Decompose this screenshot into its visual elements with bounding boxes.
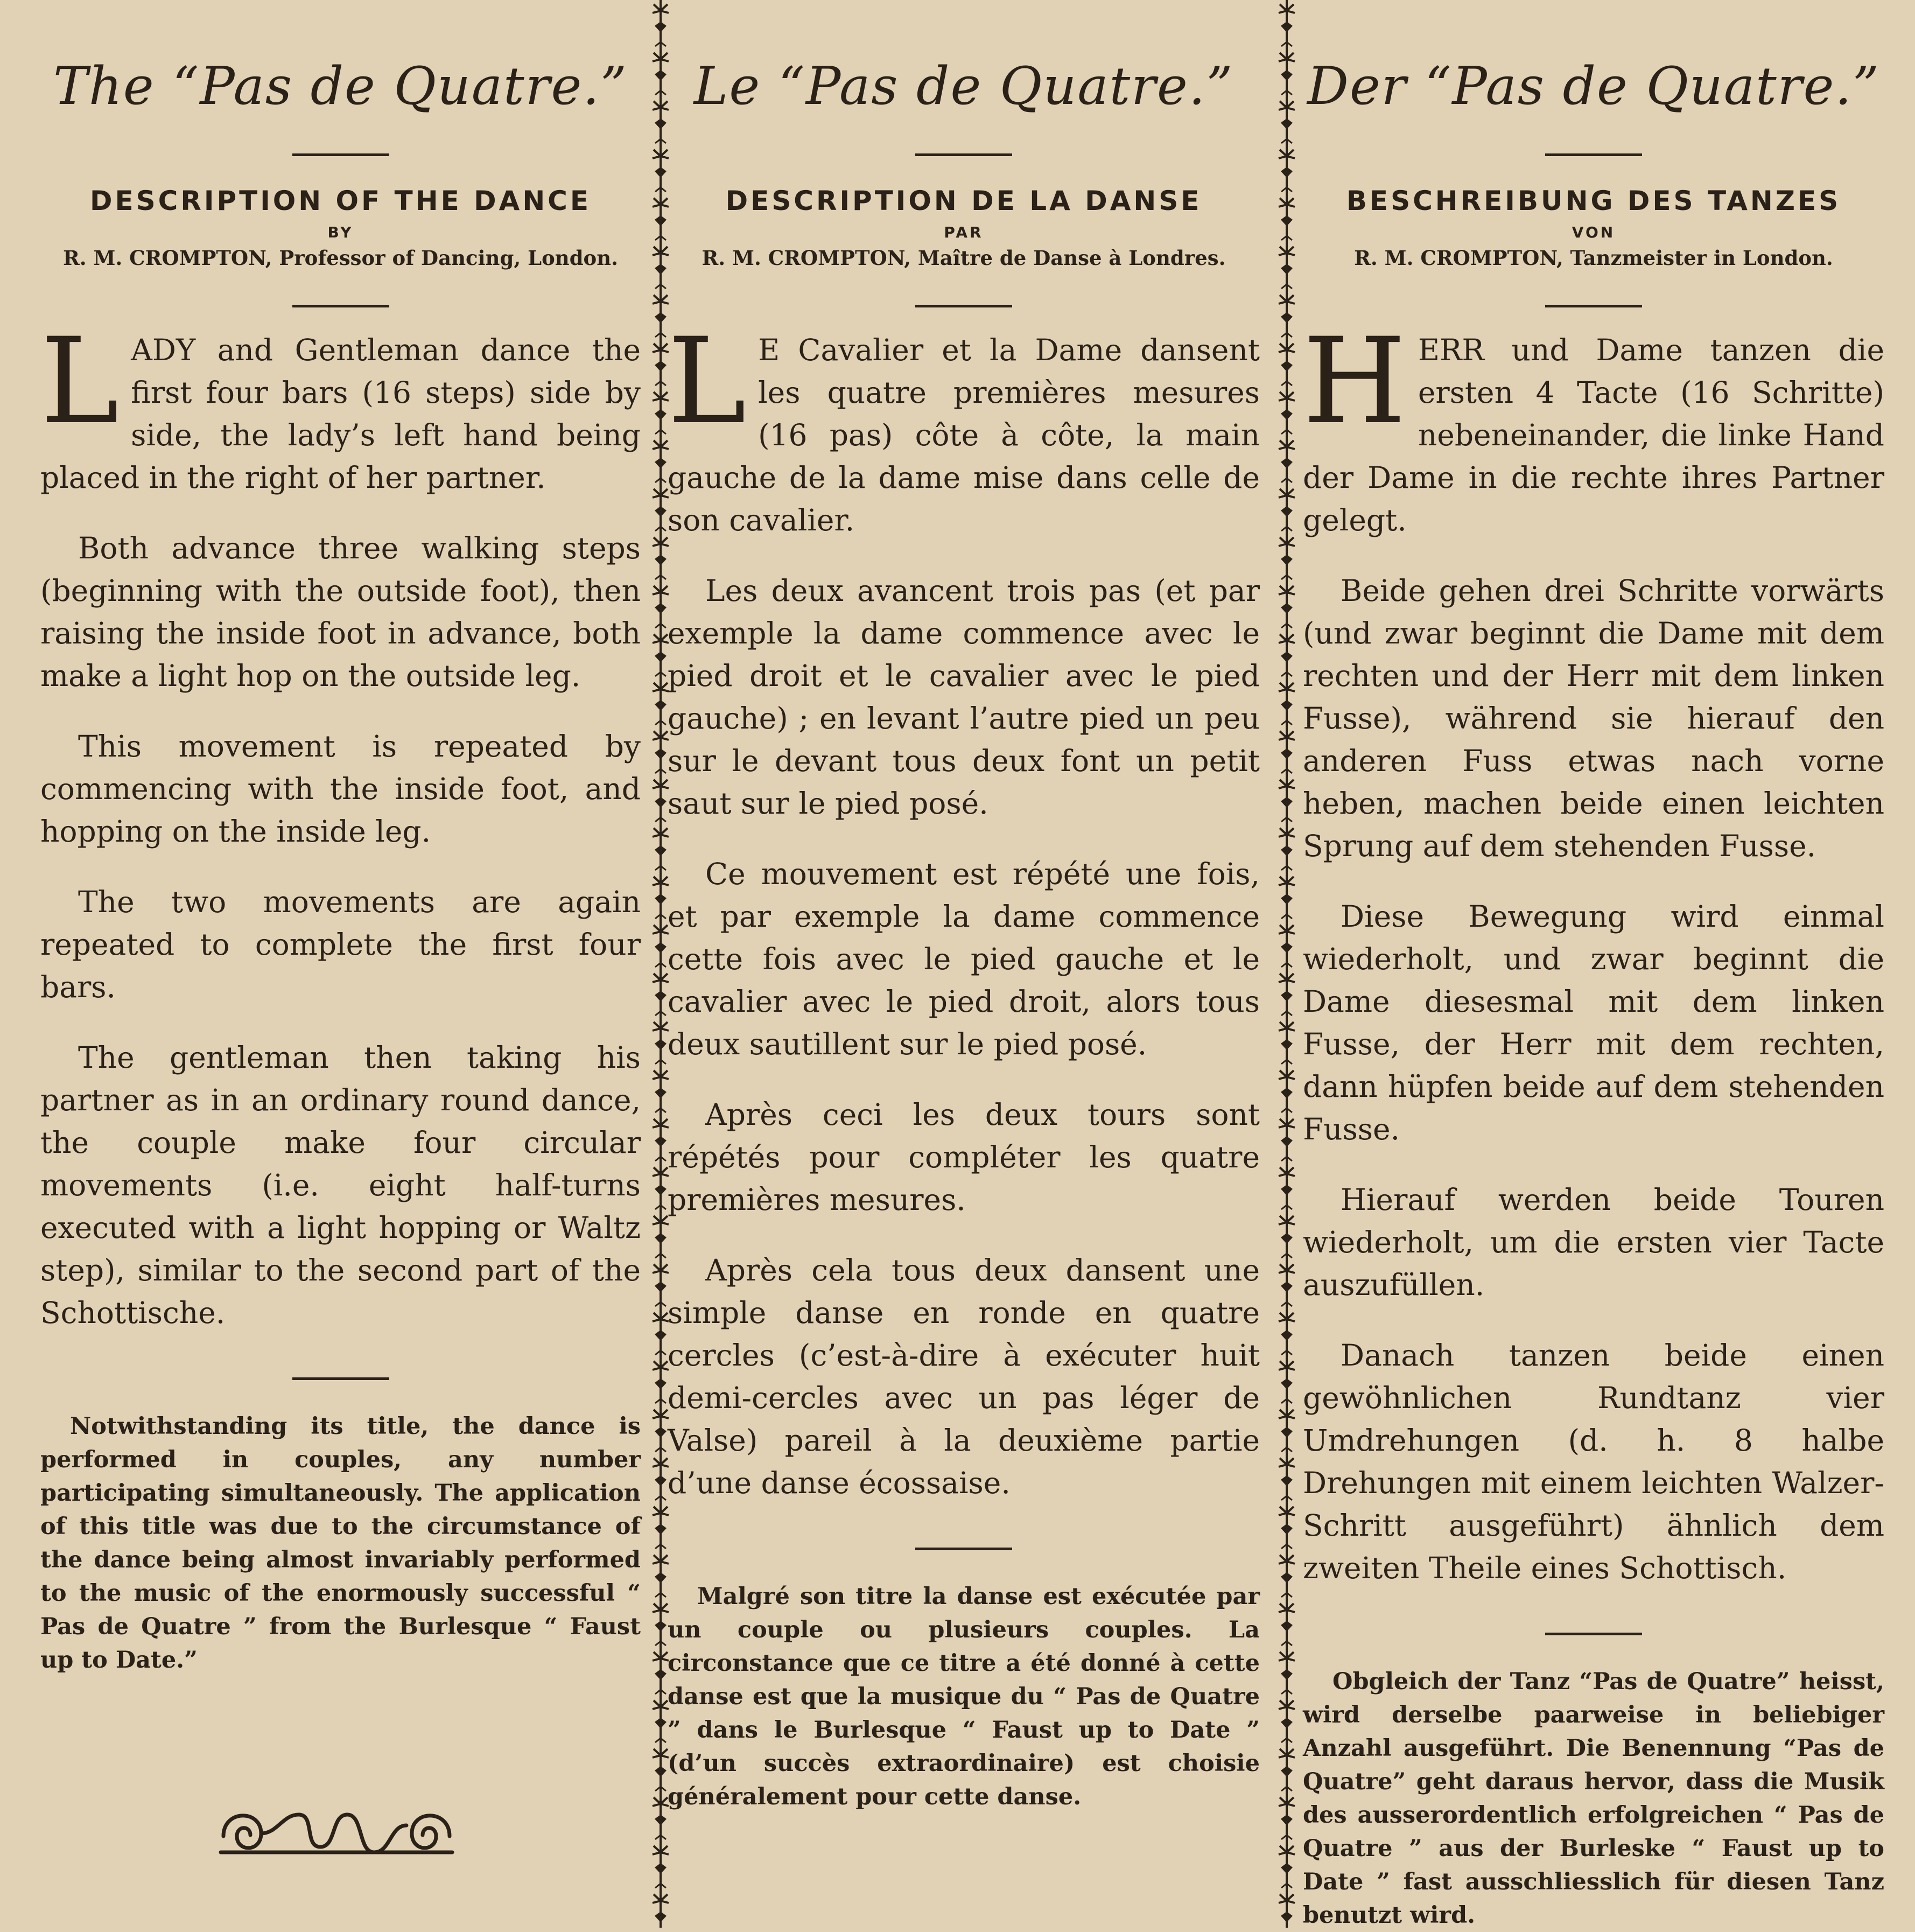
paragraph: Both advance three walking steps (beginning with the outside foot), then raising the inside foot in advance, both make a light hop on the outside leg.: [40, 531, 641, 693]
title-rule: [915, 153, 1012, 156]
author-german: R. M. CROMPTON, Tanzmeister in London.: [1354, 246, 1833, 270]
paragraph: Hierauf werden beide Touren wiederholt, um die ersten vier Tacte auszufüllen.: [1303, 1182, 1884, 1302]
title-rule: [1545, 153, 1642, 156]
column-french: [668, 0, 1260, 1928]
paragraph: Danach tanzen beide einen gewöhnlichen Rundtanz vier Umdrehungen (d. h. 8 halbe Drehungen mit einem leichten Walzer-Schritt ausgeführt) ähnlich dem zweiten Theile eines Schottisch.: [1303, 1338, 1884, 1585]
body-german: [1303, 312, 1884, 1590]
paragraph: Diese Bewegung wird einmal wiederholt, und zwar beginnt die Dame diesesmal mit dem linken Fusse, der Herr mit dem rechten, dann hüpfen beide auf dem stehenden Fusse.: [1303, 899, 1884, 1146]
author-english: R. M. CROMPTON, Professor of Dancing, London.: [62, 246, 619, 270]
paragraph: Beide gehen drei Schritte vorwärts (und zwar beginnt die Dame mit dem rechten und der Herr mit dem linken Fusse), während sie hierauf den anderen Fuss etwas nach vorne heben, machen beide einen leichten Sprung auf dem stehenden Fusse.: [1303, 573, 1884, 863]
paragraph: This movement is repeated by commencing with the inside foot, and hopping on the inside leg.: [40, 729, 641, 849]
dropcap: L: [668, 312, 747, 450]
author-french: R. M. CROMPTON, Maître de Danse à Londres.: [702, 246, 1226, 270]
paragraph: Ce mouvement est répété une fois, et par exemple la dame commence cette fois avec le pied gauche et le cavalier avec le pied droit, alors tous deux sautillent sur le pied posé.: [668, 857, 1260, 1061]
title-french: Le “Pas de Quatre.”: [693, 56, 1234, 116]
note-german: Obgleich der Tanz “Pas de Quatre” heisst, wird derselbe paarweise in beliebiger Anzahl ausgeführt. Die Benennung “Pas de Quatre” geht daraus hervor, dass die Musik des ausserordentlich erfolgreichen “ Pas de Quatre ” aus der Burleske “ Faust up to Date ” fast ausschliesslich für diesen Tanz benutzt wird.: [1303, 1668, 1884, 1929]
note-english: Notwithstanding its title, the dance is performed in couples, any number participating simultaneously. The application of this title was due to the circumstance of the dance being almost invariably performed to the music of the enormously successful “ Pas de Quatre ” from the Burlesque “ Faust up to Date.”: [40, 1413, 641, 1674]
title-rule: [292, 153, 389, 156]
scroll-flourish-icon: [213, 1793, 460, 1868]
paragraph: The gentleman then taking his partner as in an ordinary round dance, the couple make four circular movements (i.e. eight half-turns executed with a light hopping or Waltz step), similar to the second part of the Schottische.: [40, 1040, 641, 1330]
column-german: [1303, 0, 1884, 1928]
paragraph: L E Cavalier et la Dame dansent les quatre premières mesures (16 pas) côte à côte, la main gauche de la dame mise dans celle de son cavalier.: [668, 312, 1260, 537]
by-label-english: BY: [327, 223, 354, 241]
floral-vine-divider-icon: [1273, 0, 1300, 1928]
dropcap: L: [40, 312, 120, 450]
subtitle-german: BESCHREIBUNG DES TANZES: [1346, 185, 1841, 216]
paragraph: Les deux avancent trois pas (et par exemple la dame commence avec le pied droit et le cavalier avec le pied gauche) ; en levant l’autre pied un peu sur le devant tous deux font un petit saut sur le pied posé.: [668, 573, 1260, 821]
author-rule: [915, 305, 1012, 307]
paragraph: Après ceci les deux tours sont répétés pour compléter les quatre premières mesures.: [668, 1097, 1260, 1217]
title-english: The “Pas de Quatre.”: [53, 56, 628, 116]
by-label-french: PAR: [944, 223, 984, 241]
note-rule: [292, 1377, 389, 1380]
note-rule: [1545, 1633, 1642, 1635]
column-english: [40, 0, 641, 1928]
body-french: [668, 312, 1260, 1504]
subtitle-english: DESCRIPTION OF THE DANCE: [89, 185, 592, 216]
title-german: Der “Pas de Quatre.”: [1307, 56, 1880, 116]
note-french: Malgré son titre la danse est exécutée par un couple ou plusieurs couples. La circonstance que ce titre a été donné à cette danse est que la musique du “ Pas de Quatre ” dans le Burlesque “ Faust up to Date ” (d’un succès extraordinaire) est choisie généralement pour cette danse.: [668, 1583, 1260, 1810]
author-rule: [1545, 305, 1642, 307]
paragraph: LADY and Gentleman dance the first four bars (16 steps) side by side, the lady’s left hand being placed in the right of her partner.: [40, 312, 641, 495]
paragraph: HERR und Dame tanzen die ersten 4 Tacte (16 Schritte) nebeneinander, die linke Hand der Dame in die rechte ihres Partner gelegt.: [1303, 312, 1884, 537]
note-rule: [915, 1548, 1012, 1550]
author-rule: [292, 305, 389, 307]
dropcap: H: [1303, 312, 1406, 450]
paragraph: The two movements are again repeated to complete the first four bars.: [40, 885, 641, 1004]
paragraph: Après cela tous deux dansent une simple danse en ronde en quatre cercles (c’est-à-dire à exécuter huit demi-cercles avec un pas léger de Valse) pareil à la deuxième partie d’une danse écossaise.: [668, 1253, 1260, 1500]
by-label-german: VON: [1572, 223, 1616, 241]
body-english: [40, 312, 641, 1334]
subtitle-french: DESCRIPTION DE LA DANSE: [725, 185, 1202, 216]
